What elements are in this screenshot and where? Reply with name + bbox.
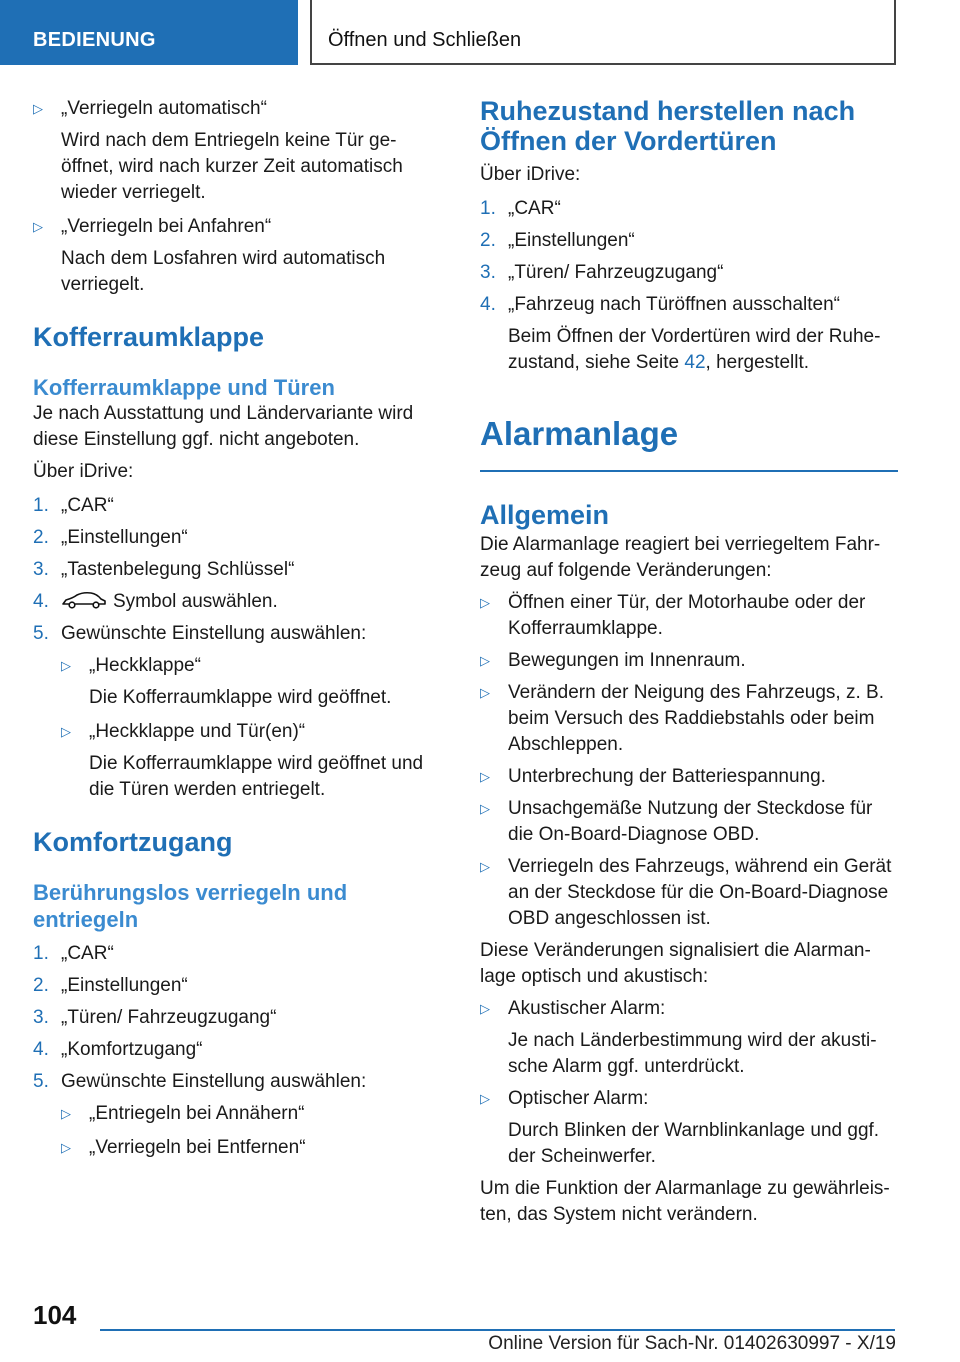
triangle-bullet-icon: ▷ — [33, 101, 43, 116]
section-heading: Kofferraumklappe — [33, 322, 265, 352]
paragraph: Diese Veränderungen signalisiert die Alarman- lage optisch und akustisch: — [480, 940, 871, 987]
step-list — [480, 196, 898, 376]
step-item: 3. „Tastenbelegung Schlüssel“ — [33, 559, 295, 580]
left-column — [33, 96, 443, 1161]
list-item: ▷ Unsachgemäße Nutzung der Steckdose für die On-Board-Diagnose OBD. — [480, 798, 873, 845]
triangle-bullet-icon: ▷ — [61, 1106, 71, 1121]
option-item: ▷ „Verriegeln bei Entfernen“ — [61, 1135, 443, 1161]
step-item: 2. „Einstellungen“ — [33, 527, 188, 548]
right-column — [480, 96, 898, 1228]
footer-divider — [100, 1329, 895, 1331]
list-item: ▷ „Verriegeln automatisch“ Wird nach dem Entriegeln keine Tür ge- öffnet, wird nach kurzer Zeit automatisch wieder verriegelt. — [33, 98, 403, 203]
bullet-list — [480, 590, 898, 932]
step-item: 2. „Einstellungen“ — [33, 975, 188, 996]
step-item: 5. Gewünschte Einstellung auswählen: — [33, 1071, 367, 1092]
paragraph: Um die Funktion der Alarmanlage zu gewährleis- ten, das System nicht verändern. — [480, 1178, 890, 1225]
step-item: 4. „Fahrzeug nach Türöffnen ausschalten“ Beim Öffnen der Vordertüren wird der Ruhe- zustand, siehe Seite 42, hergestellt. — [480, 292, 898, 376]
option-item: ▷ „Heckklappe und Tür(en)“ Die Kofferraumklappe wird geöffnet und die Türen werden entriegelt. — [61, 721, 424, 800]
list-item: ▷ Öffnen einer Tür, der Motorhaube oder der Kofferraumklappe. — [480, 592, 866, 639]
step-item: 3. „Türen/ Fahrzeugzugang“ — [480, 262, 724, 283]
triangle-bullet-icon: ▷ — [480, 1091, 490, 1106]
car-icon — [61, 591, 107, 609]
step-item: 1. „CAR“ — [33, 943, 114, 964]
step-item: 2. „Einstellungen“ — [480, 230, 635, 251]
triangle-bullet-icon: ▷ — [33, 219, 43, 234]
step-item: 3. „Türen/ Fahrzeugzugang“ — [33, 1007, 277, 1028]
section-heading: Ruhezustand herstellen nach Öffnen der Vordertüren — [480, 96, 856, 156]
subsection-heading: Kofferraumklappe und Türen — [33, 375, 335, 400]
step-item: 1. „CAR“ — [33, 495, 114, 516]
section-tab — [0, 0, 298, 65]
paragraph: Über iDrive: — [33, 461, 134, 482]
list-item: ▷ Akustischer Alarm: Je nach Länderbestimmung wird der akusti- sche Alarm ggf. unterdrückt. — [480, 998, 877, 1077]
list-item: ▷ Verriegeln des Fahrzeugs, während ein Gerät an der Steckdose für die On-Board-Diagnose OBD angeschlossen ist. — [480, 856, 892, 929]
bullet-list — [480, 996, 898, 1170]
step-item: 5. Gewünschte Einstellung auswählen: — [33, 623, 367, 644]
heading-divider — [480, 470, 898, 472]
page-link[interactable]: 42 — [684, 352, 706, 373]
list-item: ▷ Optischer Alarm: Durch Blinken der Warnblinkanlage und ggf. der Scheinwerfer. — [480, 1088, 880, 1167]
step-item: 4. Symbol auswählen. — [33, 591, 278, 612]
chapter-heading: Alarmanlage — [480, 415, 679, 452]
triangle-bullet-icon: ▷ — [480, 801, 490, 816]
triangle-bullet-icon: ▷ — [480, 653, 490, 668]
step-description: Beim Öffnen der Vordertüren wird der Ruhe- zustand, siehe Seite 42, hergestellt. — [508, 326, 881, 373]
step-list — [33, 941, 443, 1095]
triangle-bullet-icon: ▷ — [480, 685, 490, 700]
option-item: ▷ „Heckklappe“ Die Kofferraumklappe wird geöffnet. — [61, 655, 392, 708]
triangle-bullet-icon: ▷ — [480, 1001, 490, 1016]
triangle-bullet-icon: ▷ — [480, 859, 490, 874]
section-heading: Allgemein — [480, 500, 610, 530]
option-list — [61, 653, 443, 803]
step-item: 4. „Komfortzugang“ — [33, 1039, 203, 1060]
footer-online-version: Online Version für Sach-Nr. 01402630997 - X/19 — [488, 1333, 896, 1354]
subsection-heading: Berührungslos verriegeln und entriegeln — [33, 880, 348, 932]
page-number: 104 — [33, 1300, 77, 1330]
section-title: BEDIENUNG — [33, 29, 156, 51]
triangle-bullet-icon: ▷ — [61, 724, 71, 739]
triangle-bullet-icon: ▷ — [61, 658, 71, 673]
paragraph: Die Alarmanlage reagiert bei verriegeltem Fahr- zeug auf folgende Veränderungen: — [480, 534, 881, 581]
step-item: 1. „CAR“ — [480, 198, 561, 219]
section-heading: Komfortzugang — [33, 827, 233, 857]
chapter-title: Öffnen und Schließen — [328, 29, 522, 51]
triangle-bullet-icon: ▷ — [61, 1140, 71, 1155]
paragraph: Je nach Ausstattung und Ländervariante wird diese Einstellung ggf. nicht angeboten. — [33, 403, 414, 450]
list-item: ▷ „Verriegeln bei Anfahren“ Nach dem Losfahren wird automatisch verriegelt. — [33, 216, 386, 295]
chapter-tab — [310, 0, 896, 65]
option-list — [61, 1101, 443, 1161]
triangle-bullet-icon: ▷ — [480, 769, 490, 784]
list-item: ▷ Unterbrechung der Batteriespannung. — [480, 764, 898, 790]
option-item: ▷ „Entriegeln bei Annähern“ — [61, 1101, 443, 1127]
list-item: ▷ Verändern der Neigung des Fahrzeugs, z. B. beim Versuch des Raddiebstahls oder beim Abschleppen. — [480, 682, 885, 755]
step-list — [33, 493, 443, 647]
triangle-bullet-icon: ▷ — [480, 595, 490, 610]
paragraph: Über iDrive: — [480, 164, 581, 185]
list-item: ▷ Bewegungen im Innenraum. — [480, 648, 898, 674]
